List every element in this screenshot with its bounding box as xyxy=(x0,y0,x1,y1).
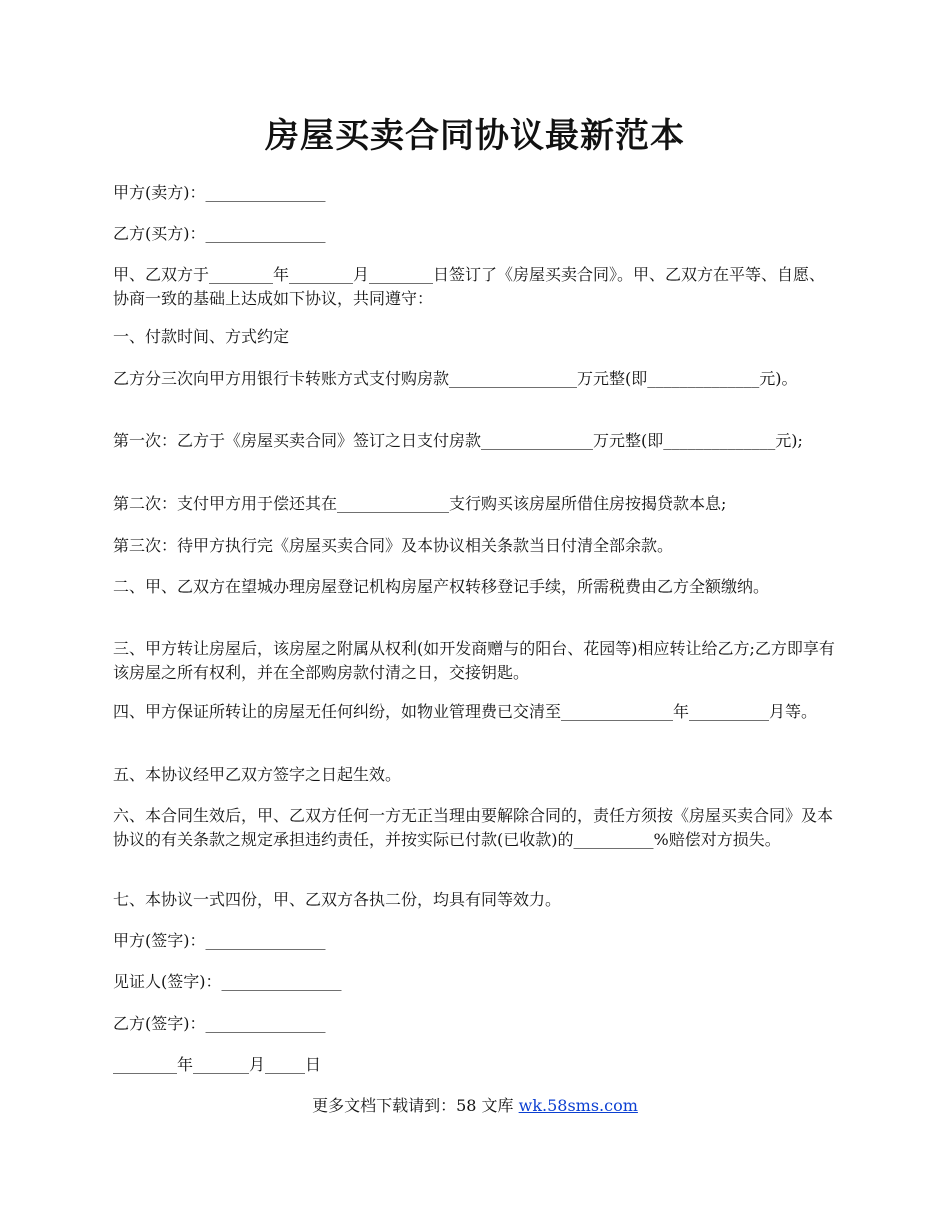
section-7-paragraph: 七、本协议一式四份，甲、乙双方各执二份，均具有同等效力。 xyxy=(113,890,562,909)
payment-third-paragraph: 第三次：待甲方执行完《房屋买卖合同》及本协议相关条款当日付清全部余款。 xyxy=(113,536,674,555)
section-1-heading: 一、付款时间、方式约定 xyxy=(113,327,290,346)
footer-prefix: 更多文档下载请到：58 文库 xyxy=(312,1096,519,1115)
party-a-signature-line: 甲方(签字)：_______________ xyxy=(113,931,326,950)
footer-link[interactable]: wk.58sms.com xyxy=(518,1096,638,1115)
section-2-paragraph: 二、甲、乙双方在望城办理房屋登记机构房屋产权转移登记手续，所需税费由乙方全额缴纳。 xyxy=(113,577,770,596)
section-3-paragraph: 三、甲方转让房屋后，该房屋之附属从权利(如开发商赠与的阳台、花园等)相应转让给乙方;乙方即享有该房屋之所有权利，并在全部购房款付清之日，交接钥匙。 xyxy=(113,639,835,682)
section-6-paragraph: 六、本合同生效后，甲、乙双方任何一方无正当理由要解除合同的，责任方须按《房屋买卖合同》及本协议的有关条款之规定承担违约责任，并按实际已付款(已收款)的__________%赔偿对方损失。 xyxy=(113,806,834,849)
party-b-signature-line: 乙方(签字)：_______________ xyxy=(113,1014,326,1033)
payment-first-paragraph: 第一次：乙方于《房屋买卖合同》签订之日支付房款______________万元整(即______________元); xyxy=(113,431,803,450)
payment-second-paragraph: 第二次：支付甲方用于偿还其在______________支行购买该房屋所借住房按揭贷款本息; xyxy=(113,494,727,513)
seller-line: 甲方(卖方)：_______________ xyxy=(113,183,326,202)
buyer-line: 乙方(买方)：_______________ xyxy=(113,224,326,243)
section-4-paragraph: 四、甲方保证所转让的房屋无任何纠纷，如物业管理费已交清至______________年__________月等。 xyxy=(113,702,818,721)
document-title: 房屋买卖合同协议最新范本 xyxy=(265,116,685,156)
payment-paragraph: 乙方分三次向甲方用银行卡转账方式支付购房款________________万元整(即______________元)。 xyxy=(113,369,798,388)
intro-paragraph: 甲、乙双方于________年________月________日签订了《房屋买卖合同》。甲、乙双方在平等、自愿、协商一致的基础上达成如下协议，共同遵守： xyxy=(113,265,826,308)
footer xyxy=(0,1094,950,1118)
section-5-paragraph: 五、本协议经甲乙双方签字之日起生效。 xyxy=(113,765,402,784)
witness-signature-line: 见证人(签字)：_______________ xyxy=(113,972,342,991)
date-line: ________年_______月_____日 xyxy=(113,1055,322,1074)
